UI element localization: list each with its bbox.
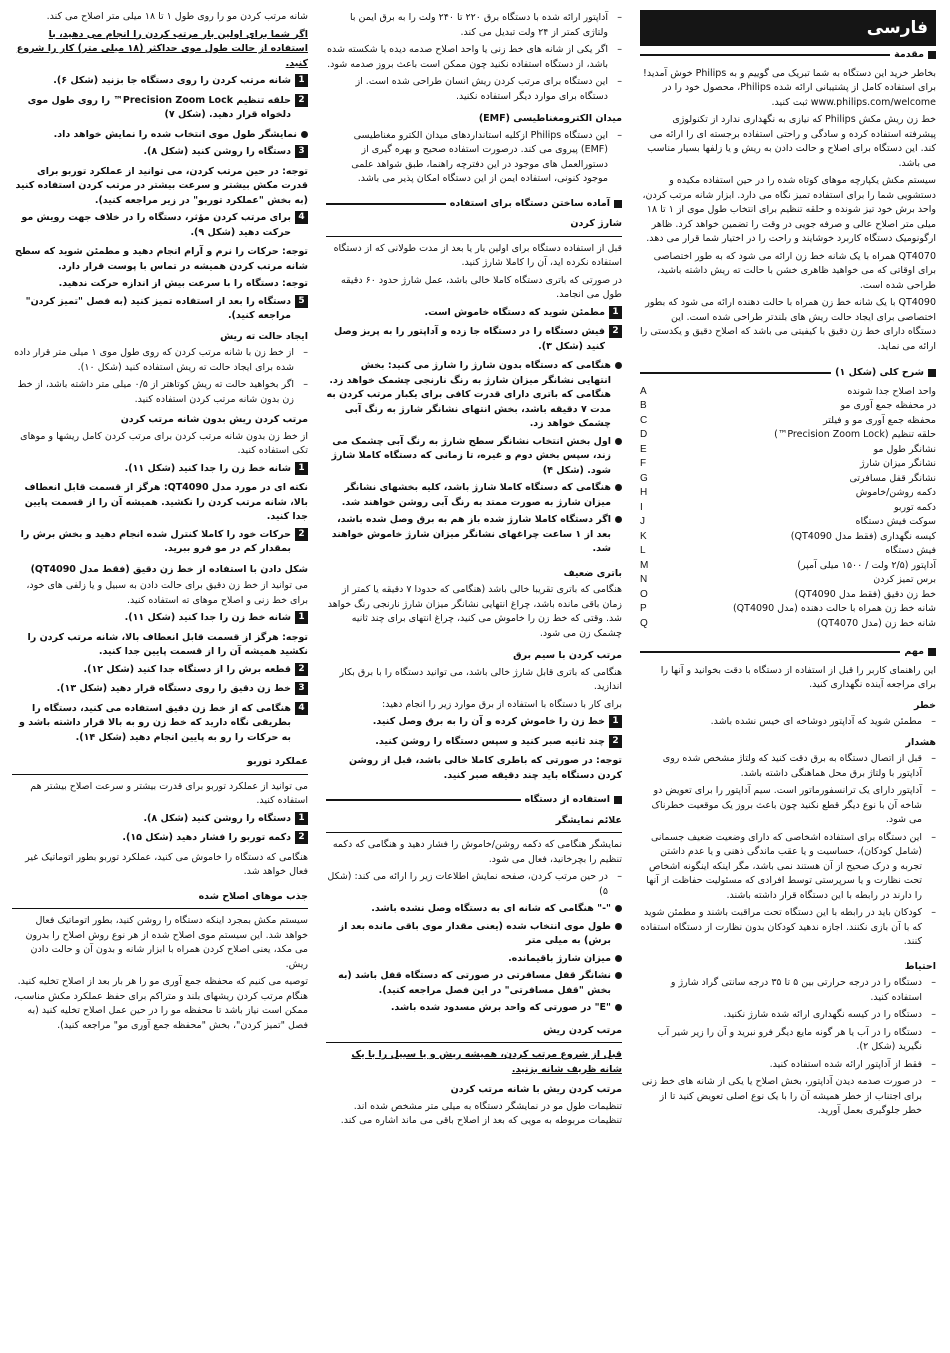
trimming-heading: مرتب کردن ریش (543, 1024, 622, 1036)
step-text: دستگاه را روشن کنید (شکل ۸). (143, 812, 291, 824)
warning-list (640, 752, 936, 950)
part-item (640, 544, 936, 559)
intro-paragraph: سیستم مکش یکپارچه موهای کوتاه شده را در حین استفاده مکیده و دستشویی شما را برای استفاده تمیز نگاه می دارد. ابزار شانه مرتب کردن، واحد برش خود تیز شونده و حلقه تنظیم برای انتخاب طول موی از ۱ تا ۱۸ میلی متر اصلاح عالی و صرفه جویی در وقت را تضمین خواهد کرد. ظاهر ارگونومیک دستگاه کاربرد خوشایند و راحت را در اختیار شما قرار می دهد. (642, 175, 936, 244)
stubble-item-text: اگر بخواهید حالت ته ریش کوتاهتر از ۰/۵ میلی متر داشته باشد، از خط زن بدون شانه مرتب کردن استفاده کنید. (17, 379, 294, 405)
intro-paragraph: QT4090 با یک شانه خط زن همراه با حالت دهنده ارائه می شود که بطور اختصاصی برای ایجاد حالت ریش های بلندتر طراحی شده است. این دستگاه دارای خط زن دقیق با کیفیتی می باشد که اصلاح دقیق و یکدستی را ارائه می نماید. (640, 297, 936, 352)
display-dash: – در حین مرتب کردن، صفحه نمایش اطلاعات زیر را ارائه می کند: (شکل ۵) (327, 871, 622, 897)
charging-steps (326, 306, 622, 355)
part-label: آداپتور (۲/۵ ولت / ۱۵۰۰ میلی آمپر) (797, 559, 936, 571)
stubble-item: – از خط زن با شانه مرتب کردن که روی طول موی ۱ میلی متر قرار داده شده برای ایجاد حالت ته ریش استفاده کنید (شکل ۱۰). (12, 346, 308, 375)
display-bullet-text: نشانگر قفل مسافرتی در صورتی که دستگاه قفل باشد (به بخش "قفل مسافرتی" در این فصل مراجعه کنید). (338, 970, 611, 996)
section-heading-important: مهم (640, 645, 936, 660)
part-key: O (640, 588, 648, 600)
part-key: K (640, 530, 647, 542)
cord-steps (326, 715, 622, 749)
emf-item: – این دستگاه Philips ازکلیه استانداردهای میدان الکترو مغناطیسی (EMF) پیروی می کند. درصورت استفاده صحیح و بهره گیری از دستورالعمل های موجود در این دفترچه راهنما، طبق شواهد علمی موجود کنونی، استفاده ایمن از این دستگاه امکان پذیر می باشد. (326, 129, 622, 187)
cord-intro (326, 666, 622, 713)
step-text: فیش دستگاه را در دستگاه جا زده و آداپتور را به پریز وصل کنید (شکل ۳). (334, 326, 605, 352)
emf-item-text: این دستگاه Philips ازکلیه استانداردهای میدان الکترو مغناطیسی (EMF) پیروی می کند. درصورت استفاده صحیح و بهره گیری از دستورالعمل های موجود در این دفترچه راهنما، طبق شواهد علمی موجود کنونی، استفاده ایمن از این دستگاه امکان پذیر می باشد. (351, 129, 608, 184)
step-text: شانه خط زن را جدا کنید (شکل ۱۱). (124, 612, 291, 623)
part-key: L (640, 545, 646, 556)
part-item (640, 414, 936, 429)
part-label: نشانگر طول مو (873, 443, 936, 455)
step-number: 2 (609, 325, 622, 338)
part-item (640, 602, 936, 617)
turbo-step (12, 831, 308, 846)
step-item (12, 211, 308, 240)
part-label: شانه خط زن (مدل QT4070) (817, 617, 936, 629)
part-key: A (640, 385, 647, 397)
part-item (640, 501, 936, 516)
section-heading-intro: مقدمة (640, 48, 936, 63)
step-move (12, 211, 308, 240)
bullet-icon (615, 905, 622, 912)
part-label: خط زن دقیق (فقط مدل QT4090) (794, 588, 936, 600)
part-label: شانه خط زن همراه با حالت دهنده (مدل QT4090) (732, 603, 936, 614)
steps-comb (12, 74, 308, 123)
step-number: 1 (295, 462, 308, 475)
part-item (640, 559, 936, 574)
part-label: نشانگر قفل مسافرتی (849, 472, 936, 484)
intro-paragraph: خط زن ریش مکش Philips که نیازی به نگهداری ندارد از تکنولوژی پیشرفته استفاده کرده و سادگی و راحتی استفاده برجسته ای را ارائه می کند. این دستگاه برای اصلاح و حالت دادن به ریش و یا زلفها بسیار مناسب می باشد. (647, 114, 936, 169)
warning-item-text: قبل از اتصال دستگاه به برق دقت کنید که ولتاژ مشخص شده روی آداپتور با ولتاژ برق محل هماهنگی داشته باشد. (662, 753, 922, 779)
safety-bullets (326, 11, 622, 104)
trimming-warning: قبل از شروع مرتب کردن، همیشه ریش و یا سبیل را با یک شانه ظریف شانه بزنید. (351, 1049, 622, 1075)
caution-heading: احتیاط (904, 960, 936, 972)
step-text: خط زن دقیق را روی دستگاه قرار دهید (شکل ۱۳). (56, 683, 291, 694)
charging-bullet (326, 513, 622, 557)
step-item (12, 702, 308, 746)
part-item (640, 443, 936, 458)
step-text: شانه خط زن را جدا کنید (شکل ۱۱). (124, 462, 291, 474)
bullet-icon (615, 516, 622, 523)
part-item (640, 515, 936, 530)
step-text: دستگاه را بعد از استفاده تمیز کنید (به فصل "تمیز کردن" مراجعه کنید). (25, 295, 291, 321)
part-label: فیش دستگاه (885, 545, 936, 556)
step-item (12, 611, 308, 626)
speed-note: توجه: دستگاه را با سرعت بیش از اندازه حرکت ندهید. (58, 278, 308, 289)
step-turn-on (12, 145, 308, 160)
part-label: واحد اصلاح جدا شونده (847, 385, 936, 397)
parts-list (640, 385, 936, 632)
step-text: حرکات خود را کاملا کنترل شده انجام دهید و بخش برش را بمقدار کم در مو فرو ببرید. (20, 528, 291, 554)
part-item (640, 472, 936, 487)
suction-heading: جذب موهای اصلاح شده (198, 890, 308, 902)
warning-item: – قبل از اتصال دستگاه به برق دقت کنید که ولتاژ مشخص شده روی آداپتور با ولتاژ برق محل هماهنگی داشته باشد. (640, 752, 936, 781)
step-remove-cutter (12, 663, 308, 678)
part-label: دکمه توربو (893, 501, 936, 513)
cord-step (326, 735, 622, 750)
precision-text: می توانید از خط زن دقیق برای حالت دادن به سبیل و یا زلفی های خود، برای خط زنی و اصلاح موهای ته استفاده کنید. (26, 580, 308, 606)
intro-text (640, 67, 936, 355)
display-intro: نمایشگر هنگامی که دکمه روشن/خاموش را فشار دهید و هنگامی که دکمه تنظیم را بچرخانید، فعال می شود. (332, 839, 622, 865)
step-item (12, 663, 308, 678)
turbo-after: هنگامی که دستگاه را خاموش می کنید، عملکرد توربو بطور اتوماتیک غیر فعال خواهد شد. (25, 851, 308, 877)
charging-heading: شارژ کردن (570, 218, 622, 229)
charging-paragraph: قبل از استفاده دستگاه برای اولین بار یا بعد از مدت طولانی که از دستگاه استفاده نکرده اید، آن را کاملا شارژ کنید. (333, 242, 622, 268)
charging-bullet (326, 481, 622, 510)
battery-low-heading: باتری ضعیف (563, 567, 622, 579)
part-item (640, 573, 936, 588)
charging-step (326, 325, 622, 354)
precision-heading: شکل دادن با استفاده از خط زن دقیق (فقط مدل QT4090) (30, 563, 308, 575)
part-item (640, 617, 936, 632)
step-text: چند ثانیه صبر کنید و سپس دستگاه را روشن کنید. (375, 735, 605, 747)
caution-item: – دستگاه را در کیسه نگهداری ارائه شده شارژ نکنید. (640, 1008, 936, 1023)
part-key: P (640, 603, 647, 614)
cord-paragraph: هنگامی که باتری قابل شارژ خالی باشد، می توانید دستگاه را با برق بکار اندازید. (339, 666, 622, 692)
display-bullets (326, 902, 622, 1016)
turbo-step (12, 812, 308, 827)
part-label: برس تمیز کردن (873, 574, 936, 585)
warning-item-text: این دستگاه برای استفاده اشخاصی که دارای وضعیت ضعیف جسمانی (شامل کودکان)، حساسیت و یا عقب ماندگی ذهنی و یا عدم داشتن تجربه و درک صحیح از آن هستند نمی باشد، مگر اینکه اینگونه اشخاص تحت نظارت و یا سرپرستی توسط افرادی که مسئولیت حفاظت از آنها را دارند در رابطه با این دستگاه قرار داشته باشند. (646, 831, 922, 901)
part-label: دکمه روشن/خاموش (855, 487, 936, 498)
charging-paragraph: در صورتی که باتری دستگاه کاملا خالی باشد، عمل شارژ حدود ۶۰ دقیقه طول می انجامد. (341, 274, 622, 300)
step-number: 1 (295, 812, 308, 825)
caution-item-text: دستگاه را در درجه حرارتی بین ۵ تا ۳۵ درجه سانتی گراد شارژ و استفاده کنید. (670, 977, 922, 1003)
part-key: N (640, 574, 648, 585)
charging-bullet (326, 359, 622, 432)
part-key: F (640, 458, 647, 469)
part-key: D (640, 429, 648, 440)
charging-bullet-text: اول بخش انتخاب نشانگر سطح شارژ به رنگ آبی چشمک می زند، سپس بخش دوم و غیره، تا زمانی که دستگاه کاملا شارژ شود. (شکل ۴) (331, 435, 611, 476)
part-key: J (640, 516, 645, 527)
warning-item: – آداپتور دارای یک ترانسفورماتور است. سیم آداپتور را برای تعویض دو شاخه آن با نوع دیگر قطع نکنید چون باعث بروز یک موقعیت خطرناک می شود. (640, 784, 936, 828)
step-number: 3 (295, 682, 308, 695)
suction-paragraph: توصیه می کنیم که محفظه جمع آوری مو را هر بار بعد از اصلاح تخلیه کنید. هنگام مرتب کردن ریشهای بلند و متراکم برای حفظ عملکرد مکش مناسب، ممکن است نیاز باشد تا محفظه مو را در حین عمل اصلاح تخلیه کنید (به فصل "تمیز کردن"، بخش "محفظه جمع آوری مو" مراجعه کنید). (13, 976, 308, 1031)
part-key: C (640, 414, 648, 426)
part-item (640, 530, 936, 545)
charging-step (326, 306, 622, 321)
cord-step (326, 715, 622, 730)
turbo-steps (12, 812, 308, 846)
stubble-dashes (12, 346, 308, 407)
intro-paragraph: QT4070 همراه با یک شانه خط زن ارائه می شود که به طور اختصاصی برای اوقاتی که می خواهید ظاهری خشن با حالت ته ریش داشته باشید، طراحی شده است. (653, 250, 936, 291)
step-text: هنگامی که از خط زن دقیق استفاده می کنید، دستگاه را بطریقی نگاه دارید که خط زن رو به بالا قرار داشته باشد و به حرکات را رو به پایین انجام دهید (شکل ۱۴). (19, 702, 291, 743)
important-intro: این راهنمای کاربر را قبل از استفاده از دستگاه با دقت بخوانید و آنها را برای مراجعه آینده نگهداری کنید. (660, 664, 936, 690)
suction-paragraph: سیستم مکش بمجرد اینکه دستگاه را روشن کنید، بطور اتوماتیک فعال خواهد شد. این سیستم موی اصلاح شده از هر نوع روش اصلاح را بدرون می مکد، یعنی اصلاح کردن همراه با ابزار شانه و بدون آن و حالت دادن ریش. (25, 915, 308, 970)
suction-text (12, 914, 308, 1033)
emf-bullets (326, 129, 622, 187)
step-number: 2 (295, 831, 308, 844)
part-key: G (640, 472, 648, 484)
caution-item: – فقط از آداپتور ارائه شده استفاده کنید. (640, 1058, 936, 1073)
part-key: H (640, 487, 648, 498)
step-text: خط زن را خاموش کرده و آن را به برق وصل کنید. (372, 716, 605, 727)
step-number: 1 (609, 306, 622, 319)
step-item (12, 462, 308, 477)
part-key: M (640, 559, 649, 571)
display-bullet-text: طول موی انتخاب شده (یعنی مقدار موی باقی مانده بعد از برش) به میلی متر (338, 920, 611, 946)
bullet-icon (615, 1004, 622, 1011)
step-clean (12, 295, 308, 324)
stubble-heading: ایجاد حالت ته ریش (220, 330, 308, 342)
safety-item: – اگر یکی از شانه های خط زنی یا واحد اصلاح صدمه دیده یا شکسته شده باشد، از دستگاه استفاده نکنید چون ممکن است باعث بروز صدمه شود. (326, 43, 622, 72)
column-left (12, 10, 308, 1036)
caution-item-text: دستگاه را در کیسه نگهداری ارائه شده شارژ نکنید. (723, 1009, 922, 1020)
display-bullet (326, 1001, 622, 1016)
part-key: I (640, 501, 643, 513)
step-control (12, 528, 308, 557)
warning-item: – کودکان باید در رابطه با این دستگاه تحت مراقبت باشند و مطمئن شوید که با آن بازی نکنند. اجازه ندهید کودکان بدون نظارت از دستگاه استفاده کنند. (640, 906, 936, 950)
charging-bullet (326, 435, 622, 479)
danger-item-text: مطمئن شوید که آداپتور دوشاخه ای خیس نشده باشد. (710, 716, 922, 727)
warning-heading: هشدار (905, 736, 936, 748)
step-number: 2 (609, 735, 622, 748)
danger-list (640, 715, 936, 730)
bullet-icon (615, 923, 622, 930)
step-text: حلقه تنظیم Precision Zoom Lock™ را روی طول موی دلخواه قرار دهید. (شکل ۷) (27, 94, 291, 120)
cord-paragraph: برای کار با دستگاه با استفاده از برق موارد زیر را انجام دهید: (382, 698, 622, 710)
danger-item: – مطمئن شوید که آداپتور دوشاخه ای خیس نشده باشد. (640, 715, 936, 730)
step-number: 1 (295, 74, 308, 87)
part-label: سوکت فیش دستگاه (855, 516, 936, 527)
warning-item: – این دستگاه برای استفاده اشخاصی که دارای وضعیت ضعیف جسمانی (شامل کودکان)، حساسیت و یا عقب ماندگی ذهنی و یا عدم داشتن تجربه و درک صحیح از آن هستند نمی باشد، مگر اینکه اینگونه اشخاص تحت نظارت و یا سرپرستی توسط افرادی که مسئولیت حفاظت از آنها را دارند در رابطه با این دستگاه قرار داشته باشند. (640, 831, 936, 904)
section-heading-use: استفاده از دستگاه (326, 793, 622, 808)
step-text: شانه مرتب کردن را روی دستگاه جا بزنید (شکل ۶). (53, 75, 291, 86)
display-bullet-text: میزان شارژ باقیمانده. (508, 952, 611, 964)
display-heading: علائم نمایشگر (555, 814, 622, 826)
nocomb-text: از خط زن بدون شانه مرتب کردن برای مرتب کردن کامل ریشها و موهای تکی استفاده کنید. (20, 430, 308, 456)
bullet-icon (615, 972, 622, 979)
emf-heading: میدان الکترومغناطیسی (EMF) (478, 113, 622, 124)
part-label: محفظه جمع آوری مو و فیلتر (823, 414, 936, 426)
part-key: Q (640, 617, 648, 629)
part-label: نشانگر میزان شارژ (859, 458, 936, 469)
step-number: 2 (295, 663, 308, 676)
part-item (640, 399, 936, 414)
step-text: مطمئن شوید که دستگاه خاموش است. (424, 306, 605, 318)
step-item (12, 145, 308, 160)
step-text: برای مرتب کردن مؤثر، دستگاه را در خلاف جهت رویش مو حرکت دهید (شکل ۹). (21, 212, 291, 238)
comb-step (12, 74, 308, 89)
first-time-note: اگر شما برای اولین بار مرتب کردن را انجام می دهید، با استفاده از حالت طول موی حداکثر (۱۸ میلی متر) کار را شروع کنید. (16, 28, 308, 69)
charging-bullet-text: هنگامی که دستگاه بدون شارژ را شارژ می کنید: بخش انتهایی نشانگر میزان شارژ به رنگ نارنجی چشمک خواهد زد. هنگامی که باتری دارای قدرت کافی برای یکبار مرتب کردن به مدت ۷ دقیقه باشد، بخش انتهای نشانگر شارژ به رنگ آبی چشمک خواهد زد. (326, 360, 611, 429)
bullet-icon (615, 362, 622, 369)
bullet-icon (615, 484, 622, 491)
caution-item: – در صورت صدمه دیدن آداپتور، بخش اصلاح یا یکی از شانه های خط زنی برای اجتناب از خطر همیشه آن را با یک نوع اصلی تعویض کنید تا از خطر جلوگیری بعمل آورید. (640, 1075, 936, 1119)
safety-item-text: آداپتور ارائه شده با دستگاه برق ۲۲۰ تا ۲۴۰ ولت را به برق ایمن با ولتاژی کمتر از ۲۴ ولت تبدیل می کند. (349, 12, 608, 38)
step-number: 1 (295, 611, 308, 624)
comb-range-text: شانه مرتب کردن مو را روی طول ۱ تا ۱۸ میلی متر اصلاح می کند. (46, 11, 308, 22)
step-text: دستگاه را روشن کنید (شکل ۸). (143, 146, 291, 157)
part-item (640, 457, 936, 472)
comb-text: تنظیمات طول مو در نمایشگر دستگاه به میلی متر مشخص شده اند. تنظیمات مربوطه به مویی که بعد از اصلاح باقی می ماند اشاره می کند. (340, 1100, 622, 1126)
part-key: E (640, 443, 647, 455)
warning-item-text: کودکان باید در رابطه با این دستگاه تحت مراقبت باشند و مطمئن شوید که با آن بازی نکنند. اجازه ندهید کودکان بدون نظارت از دستگاه استفاده کنند. (640, 907, 922, 947)
cord-heading: مرتب کردن با سیم برق (513, 650, 622, 661)
step-attach-precision (12, 682, 308, 697)
step-remove-comb-2 (12, 611, 308, 626)
part-label: کیسه نگهداری (فقط مدل QT4090) (790, 530, 936, 542)
caution-list (640, 976, 936, 1119)
step-number: 1 (609, 715, 622, 728)
precision-note: توجه: هرگز از قسمت قابل انعطاف بالا، شانه مرتب کردن را نکشید همیشه آن را از قسمت پایین جدا کنید. (27, 631, 308, 657)
part-label: حلقه تنظیم (Precision Zoom Lock™) (774, 429, 936, 440)
turbo-note: توجه: در حین مرتب کردن، می توانید از عملکرد توربو برای قدرت مکش بیشتر و سرعت بیشتر در مرتب کردن استفاده کنید (به بخش "عملکرد توربو" در زیر مراجعه کنید). (15, 165, 308, 206)
language-title: فارسی (640, 10, 936, 46)
bullet-icon (615, 955, 622, 962)
battery-low-text: هنگامی که باتری تقریبا خالی باشد (هنگامی که حدودا ۷ دقیقه یا کمتر از زمان باقی مانده باشد، چراغ انتهایی نشانگر میزان شارژ نارنجی رنگ خواهد شد. وقتی که خط زن را خاموش می کنید، چراغ انتهای برای چند ثانیه چشمک زن می شود. (327, 584, 622, 639)
part-item (640, 486, 936, 501)
step-item (12, 682, 308, 697)
caution-item-text: در صورت صدمه دیدن آداپتور، بخش اصلاح یا یکی از شانه های خط زنی برای اجتناب از خطر همیشه آن را با یک نوع اصلی تعویض کنید تا از خطر جلوگیری بعمل آورید. (641, 1076, 922, 1116)
display-bullet-text: "E" در صورتی که واحد برش مسدود شده باشد. (390, 1002, 611, 1013)
charging-bullets (326, 359, 622, 557)
comb-heading: مرتب کردن ریش با شانه مرتب کردن (450, 1084, 622, 1095)
display-bullet (326, 902, 622, 917)
step-item (12, 295, 308, 324)
turbo-text: می توانید از عملکرد توربو برای قدرت بیشتر و سرعت اصلاح بیشتر هم استفاده کنید. (30, 780, 308, 806)
step-number: 3 (295, 145, 308, 158)
safety-item: – آداپتور ارائه شده با دستگاه برق ۲۲۰ تا ۲۴۰ ولت را به برق ایمن با ولتاژی کمتر از ۲۴ ولت تبدیل می کند. (326, 11, 622, 40)
safety-item-text: اگر یکی از شانه های خط زنی یا واحد اصلاح صدمه دیده یا شکسته شده باشد، از دستگاه استفاده نکنید چون ممکن است باعث بروز صدمه شود. (327, 44, 608, 70)
comb-step (12, 94, 308, 123)
step-text: دکمه توربو را فشار دهید (شکل ۱۵). (122, 832, 291, 843)
step-remove-comb (12, 462, 308, 477)
cord-note: توجه: در صورتی که باطری کاملا خالی باشد، قبل از روشن کردن دستگاه باید چند دقیقه صبر کنید. (348, 755, 622, 781)
intro-paragraph: بخاطر خرید این دستگاه به شما تبریک می گوییم و به Philips خوش آمدید! برای استفاده کامل از پشتیبانی ارائه شده Philips، محصول خود را در www.philips.com/welcome ثبت کنید. (643, 67, 936, 108)
display-bullet (326, 952, 622, 967)
step-number: 2 (295, 528, 308, 541)
part-item (640, 428, 936, 443)
safety-item: – این دستگاه برای مرتب کردن ریش انسان طراحی شده است. از دستگاه برای موارد دیگر استفاده نکنید. (326, 75, 622, 104)
length-display-bullet: نمایشگر طول موی انتخاب شده را نمایش خواهد داد. (12, 128, 308, 143)
stubble-item: – اگر بخواهید حالت ته ریش کوتاهتر از ۰/۵ میلی متر داشته باشد، از خط زن بدون شانه مرتب کردن استفاده کنید. (12, 378, 308, 407)
part-key: B (640, 400, 647, 411)
step-text: قطعه برش را از دستگاه جدا کنید (شکل ۱۲). (83, 663, 291, 675)
section-heading-prepare: آماده ساختن دستگاه برای استفاده (326, 197, 622, 212)
stubble-item-text: از خط زن با شانه مرتب کردن که روی طول موی ۱ میلی متر قرار داده شده برای ایجاد حالت ته ریش استفاده کنید (شکل ۱۰). (14, 347, 294, 373)
caution-item: – دستگاه را در درجه حرارتی بین ۵ تا ۳۵ درجه سانتی گراد شارژ و استفاده کنید. (640, 976, 936, 1005)
display-bullet (326, 969, 622, 998)
section-heading-overview: شرح کلی (شکل ۱) (640, 366, 936, 381)
column-right (640, 10, 936, 1122)
display-bullet (326, 920, 622, 949)
caution-item-text: فقط از آداپتور ارائه شده استفاده کنید. (769, 1058, 922, 1070)
bullet-icon (615, 438, 622, 445)
column-middle (326, 10, 622, 1132)
turbo-heading: عملکرد توربو (247, 756, 308, 767)
charging-bullet-text: هنگامی که دستگاه کاملا شارژ باشد، کلیه بخشهای نشانگر میزان شارژ به صورت ممتد به رنگ آبی روشن خواهند شد. (341, 482, 611, 508)
step-number: 5 (295, 295, 308, 308)
danger-heading: خطر (913, 699, 936, 711)
skin-note: توجه: حرکات را نرم و آرام انجام دهید و مطمئن شوید که سطح شانه مرتب کردن همیشه در تماس با پوست قرار دارد. (15, 246, 308, 272)
caution-item: – دستگاه را در آب یا هر گونه مایع دیگر فرو نبرید و آن را زیر شیر آب نگیرید (شکل ۲). (640, 1026, 936, 1055)
safety-item-text: این دستگاه برای مرتب کردن ریش انسان طراحی شده است. از دستگاه برای موارد دیگر استفاده نکنید. (355, 76, 608, 102)
step-number: 4 (295, 211, 308, 224)
part-item (640, 588, 936, 603)
warning-item-text: آداپتور دارای یک ترانسفورماتور است. سیم آداپتور را برای تعویض دو شاخه آن با نوع دیگر قطع نکنید چون باعث بروز یک موقعیت خطرناک می شود. (651, 785, 922, 825)
nocomb-heading: مرتب کردن ریش بدون شانه مرتب کردن (120, 414, 308, 425)
step-number: 2 (295, 94, 308, 107)
caution-item-text: دستگاه را در آب یا هر گونه مایع دیگر فرو نبرید و آن را زیر شیر آب نگیرید (شکل ۲). (657, 1026, 922, 1052)
step-number: 4 (295, 702, 308, 715)
charging-bullet-text: اگر دستگاه کاملا شارژ شده باز هم به برق وصل شده باشد، بعد از ۱ ساعت چراغهای نشانگر میزان شارژ خاموش خواهند شد. (331, 514, 611, 554)
charging-intro (326, 242, 622, 303)
part-label: در محفظه جمع آوری مو (840, 400, 936, 411)
step-item (12, 528, 308, 557)
part-item (640, 385, 936, 400)
display-bullet-text: "-" هنگامی که شانه ای به دستگاه وصل نشده باشد. (371, 903, 611, 914)
step-hold (12, 702, 308, 746)
model-note: نکته ای در مورد مدل QT4090: هرگز از قسمت قابل انعطاف بالا، شانه مرتب کردن را نکشید. همیشه آن را از قسمت پایین جدا کنید. (24, 482, 308, 522)
